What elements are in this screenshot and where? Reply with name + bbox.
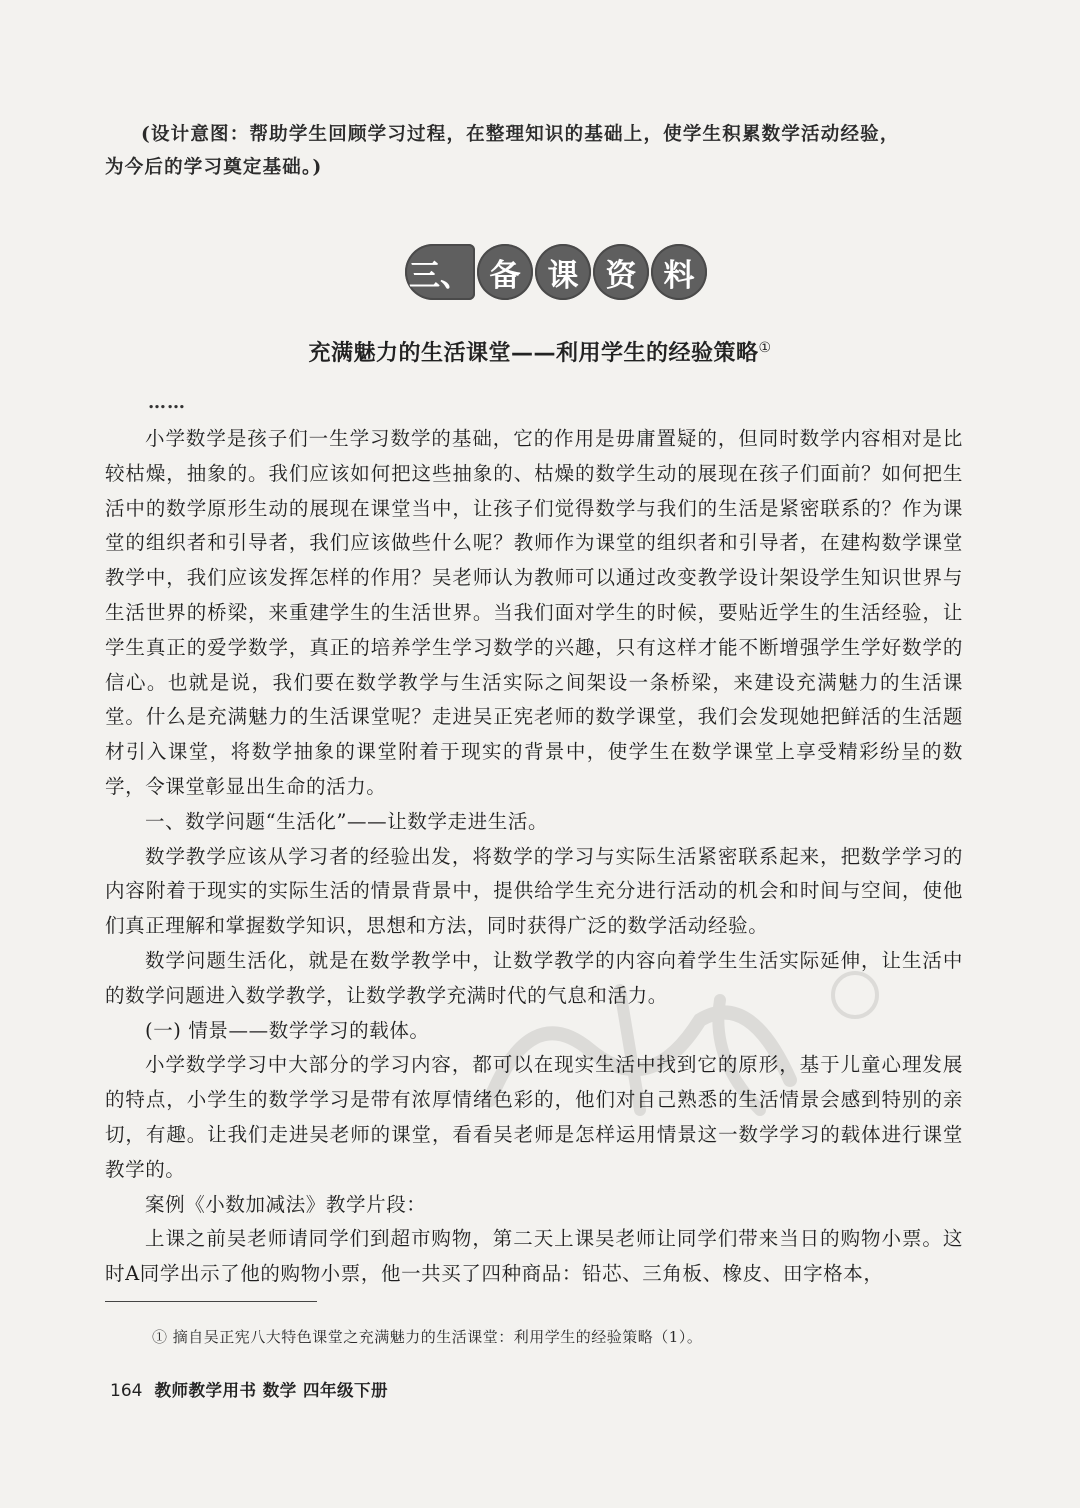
design-intent-line-2: 为今后的学习奠定基础。) (105, 157, 323, 178)
section-heading (405, 244, 707, 300)
paragraph: 小学数学学习中大部分的学习内容，都可以在现实生活中找到它的原形，基于儿童心理发展的特点，小学生的数学学习是带有浓厚情绪色彩的，他们对自己熟悉的生活情景会感到特别的亲切，有趣。让我们走进吴老师的课堂，看看吴老师是怎样运用情景这一数学学习的载体进行课堂教学的。 (105, 1053, 963, 1181)
omission-ellipsis: …… (148, 392, 186, 413)
footnote-marker: ① (758, 340, 772, 356)
paragraph: 数学问题生活化，就是在数学教学中，让数学教学的内容向着学生生活实际延伸，让生活中的数学问题进入数学教学，让数学教学充满时代的气息和活力。 (105, 948, 963, 1007)
paragraph: 上课之前吴老师请同学们到超市购物，第二天上课吴老师让同学们带来当日的购物小票。这时A同学出示了他的购物小票，他一共买了四种商品：铅芯、三角板、橡皮、田字格本， (105, 1227, 963, 1286)
heading-char-2: 备 (477, 244, 533, 300)
paragraph: (一) 情景——数学学习的载体。 (145, 1018, 430, 1042)
paragraph: 数学教学应该从学习者的经验出发，将数学的学习与实际生活紧密联系起来，把数学学习的内容附着于现实的实际生活的情景背景中，提供给学生充分进行活动的机会和时间与空间，使他们真正理解和掌握数学知识，思想和方法，同时获得广泛的数学活动经验。 (105, 844, 963, 938)
article-body (105, 422, 963, 1292)
heading-char-1: 三、 (405, 244, 475, 300)
heading-char-4: 资 (593, 244, 649, 300)
footnote: ① 摘自吴正宪八大特色课堂之充满魅力的生活课堂：利用学生的经验策略（1）。 (152, 1328, 703, 1346)
footnote-divider (105, 1301, 317, 1302)
design-intent-line-1: (设计意图：帮助学生回顾学习过程，在整理知识的基础上，使学生积累数学活动经验， (141, 124, 900, 145)
article-title (0, 336, 1080, 367)
paragraph: 案例《小数加减法》教学片段： (145, 1192, 427, 1216)
heading-char-5: 料 (651, 244, 707, 300)
design-intent-note (105, 118, 975, 184)
article-title-text: 充满魅力的生活课堂——利用学生的经验策略 (308, 341, 759, 366)
paragraph: 一、数学问题“生活化”——让数学走进生活。 (145, 809, 549, 833)
heading-char-3: 课 (535, 244, 591, 300)
paragraph: 小学数学是孩子们一生学习数学的基础，它的作用是毋庸置疑的，但同时数学内容相对是比较枯燥，抽象的。我们应该如何把这些抽象的、枯燥的数学生动的展现在孩子们面前？如何把生活中的数学原形生动的展现在课堂当中，让孩子们觉得数学与我们的生活是紧密联系的？作为课堂的组织者和引导者，我们应该做些什么呢？教师作为课堂的组织者和引导者，在建构数学课堂教学中，我们应该发挥怎样的作用？吴老师认为教师可以通过改变教学设计架设学生知识世界与生活世界的桥梁，来重建学生的生活世界。当我们面对学生的时候，要贴近学生的生活经验，让学生真正的爱学数学，真正的培养学生学习数学的兴趣，只有这样才能不断增强学生学好数学的信心。也就是说，我们要在数学教学与生活实际之间架设一条桥梁，来建设充满魅力的生活课堂。什么是充满魅力的生活课堂呢？走进吴正宪老师的数学课堂，我们会发现她把鲜活的生活题材引入课堂，将数学抽象的课堂附着于现实的背景中，使学生在数学课堂上享受精彩纷呈的数学，令课堂彰显出生命的活力。 (105, 427, 963, 798)
book-title: 教师教学用书 数学 四年级下册 (154, 1381, 388, 1400)
page-number: 164 (110, 1381, 143, 1401)
page-footer (110, 1377, 388, 1401)
